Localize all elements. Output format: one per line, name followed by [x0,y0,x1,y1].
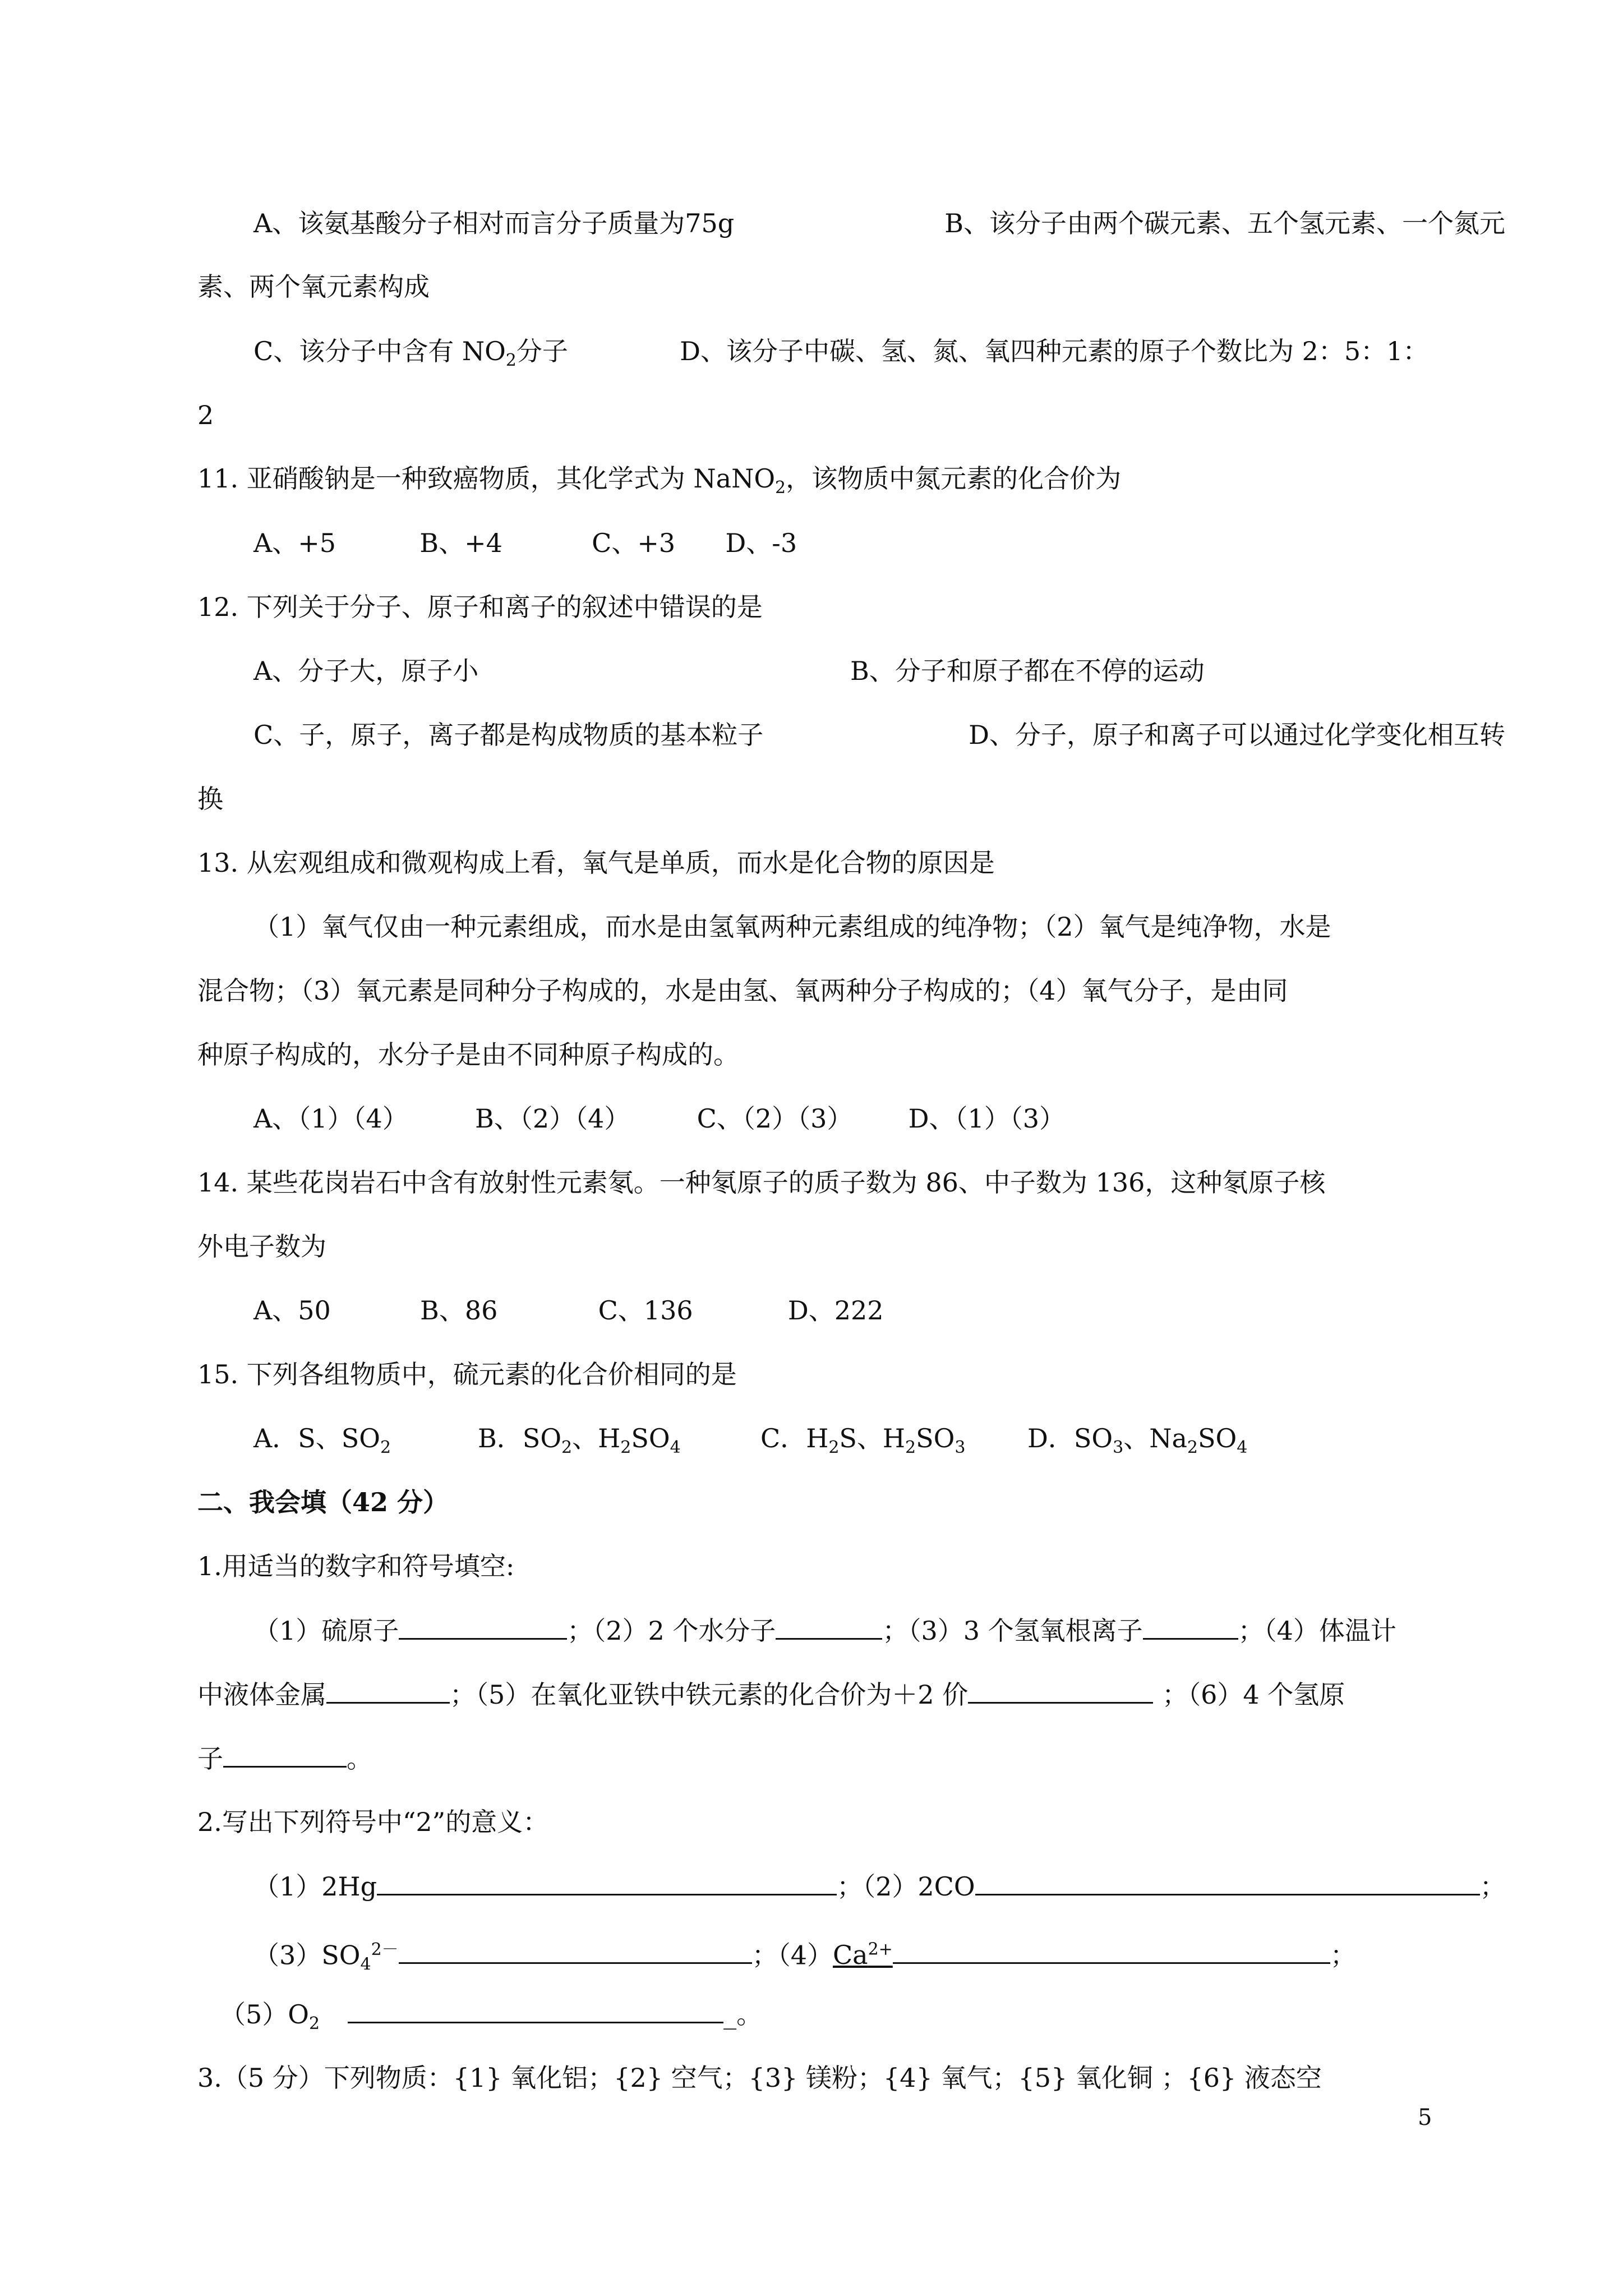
q15-option-c: C．$H_2S$、$H_2SO_3$ [760,1423,966,1458]
fill2-blank-4[interactable] [893,1938,1330,1964]
q14-options [253,1294,884,1327]
fill2-line-3: $(3)SO_4^{2-}$ ；$(4)Ca^{2+}$ ； [253,1933,1356,1982]
q12-option-d: D、分子，原子和离子可以通过化学变化相互转 [969,720,1505,750]
q11-option-a: A、+5 [253,528,336,558]
q10-option-b: B、该分子由两个碳元素、五个氢元素、一个氮元 [944,208,1505,238]
fill1-line-2: 中液体金属 ；（5）在氧化亚铁中铁元素的化合价为＋2 价 ；（6）4 个氢原 [197,1677,1345,1711]
section-2-heading: 二、我会填（42 分） [197,1487,449,1517]
fill1-line-3: 子 。 [197,1741,372,1775]
q10-line-1 [253,206,1505,240]
q12-line-3 [253,718,1505,752]
q13-body-3: 种原子构成的，水分子是由不同种原子构成的。 [197,1039,739,1070]
q14-option-c: C、136 [598,1295,693,1326]
q10-line-3 [253,334,1428,378]
fill1-blank-2[interactable] [776,1613,882,1640]
q11-option-c: C、+3 [592,528,676,558]
q15-option-b: B．$SO_2$、$H_2SO_4$ [478,1423,681,1458]
fill2-blank-3[interactable] [399,1938,752,1964]
q15-option-d: D．$SO_3$、$Na_2SO_4$ [1027,1423,1248,1458]
q11-stem: 11. 亚硝酸钠是一种致癌物质，其化学式为 NaNO$_2$，该物质中氮元素的化合价为 [197,463,1122,498]
q12-stem: 12. 下列关于分子、原子和离子的叙述中错误的是 [197,592,763,622]
fill1-blank-5[interactable] [968,1677,1153,1704]
q10-option-c: C、该分子中含有 $NO_2$分子 [253,336,568,371]
fill1-blank-6[interactable] [223,1741,347,1768]
fill2-blank-2[interactable] [975,1869,1480,1895]
q12-option-a: A、分子大，原子小 [253,656,479,686]
fill1-line-1: （1）硫原子 ；（2）2 个水分子 ；（3）3 个氢氧根离子 ；（4）体温计 [253,1613,1396,1648]
page-number: 5 [1418,2105,1432,2131]
q10-option-d: D、该分子中碳、氢、氮、氧四种元素的原子个数比为 2：5：1： [680,336,1429,366]
q10-option-d-cont: 2 [197,400,214,430]
q10-option-a: A、该氨基酸分子相对而言分子质量为75g [253,208,735,238]
q13-stem: 13. 从宏观组成和微观构成上看，氧气是单质，而水是化合物的原因是 [197,848,995,878]
q14-option-a: A、50 [253,1295,331,1326]
q13-body-2: 混合物；（3）氧元素是同种分子构成的，水是由氢、氧两种分子构成的；（4）氧气分子，是由同 [197,976,1288,1006]
fill2-blank-5[interactable] [348,1997,723,2023]
fill1-blank-4[interactable] [326,1677,450,1704]
q13-option-a: A、（1）（4） [253,1103,408,1134]
q13-body-1: （1）氧气仅由一种元素组成，而水是由氢氧两种元素组成的纯净物；（2）氧气是纯净物，水是 [253,912,1331,942]
q12-option-b: B、分子和原子都在不停的运动 [850,656,1205,686]
fill3-stem: 3.（5 分）下列物质：{1} 氧化铝；{2} 空气；{3} 镁粉；{4} 氧气；{5} 氧化铜 ；{6} 液态空 [197,2063,1322,2093]
q12-option-c: C、子，原子，离子都是构成物质的基本粒子 [253,720,764,750]
q13-option-b: B、（2）（4） [475,1103,630,1134]
q14-option-d: D、222 [787,1295,884,1326]
fill1-blank-3[interactable] [1143,1613,1238,1640]
fill2-blank-1[interactable] [377,1869,837,1895]
q15-stem: 15. 下列各组物质中，硫元素的化合价相同的是 [197,1359,737,1389]
fill1-blank-1[interactable] [399,1613,567,1640]
q14-stem-1: 14. 某些花岗岩石中含有放射性元素氡。一种氡原子的质子数为 86、中子数为 136，这种氡原子核 [197,1167,1326,1198]
q14-stem-2: 外电子数为 [197,1231,326,1262]
q11-options [253,526,797,560]
q11-option-d: D、-3 [725,528,797,558]
q13-options [253,1102,1065,1135]
q13-option-d: D、（1）（3） [908,1103,1066,1134]
q12-option-d-cont: 换 [197,784,223,814]
q14-option-b: B、86 [420,1295,498,1326]
fill1-stem: 1.用适当的数字和符号填空: [197,1551,515,1581]
q10-option-b-cont: 素、两个氧元素构成 [197,272,430,302]
q11-option-b: B、+4 [419,528,502,558]
fill2-stem: 2.写出下列符号中“2”的意义： [197,1807,549,1837]
q15-option-a: A．S、$SO_2$ [253,1423,391,1458]
fill2-line-1: （1）2Hg ；（2）2CO ； [253,1869,1506,1903]
q13-option-c: C、（2）（3） [697,1103,853,1134]
fill2-line-5: $(5)O_2$ _。 [220,1997,762,2041]
